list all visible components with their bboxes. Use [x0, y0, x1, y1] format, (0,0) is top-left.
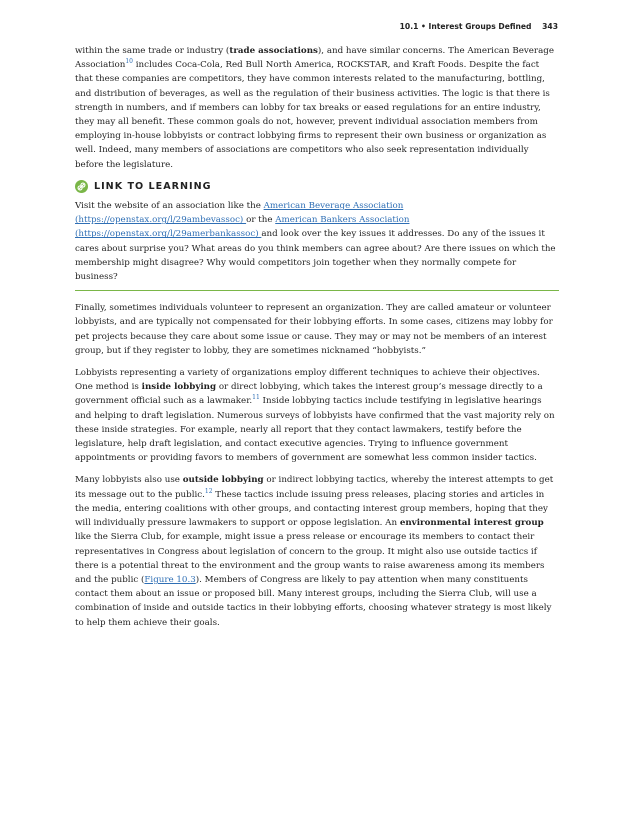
paragraph-inside-lobbying [75, 366, 559, 465]
term-outside-lobbying: outside lobbying [182, 475, 264, 486]
paragraph-volunteer-lobbyists: Finally, sometimes individuals volunteer to represent an organization. They are called amateur or volunteer lobbyists, and are typically not compensated for their lobbying efforts. In some cases, citizens may lobby for pet projects because they care about some issue or cause. They may or may not be members of an interest group, but if they register to lobby, they are sometimes nicknamed “hobbyists.” [75, 303, 553, 356]
link-to-learning-title: LINK TO LEARNING [94, 180, 212, 192]
running-header [400, 22, 558, 31]
link-to-learning-header [75, 180, 559, 194]
american-bankers-association-link[interactable]: American Bankers Association (https://openstax.org/l/29amerbankassoc) [75, 215, 410, 240]
link-icon [75, 180, 88, 193]
text-run: Inside lobbying tactics include testifying in legislative hearings and helping to draft legislation. Numerous surveys of lobbyists have confirmed that the vast majority rely on these inside strategies. For example, nearly all report that they contact lawmakers, testify before the legislature, help draft legislation, and contact executive agencies. Trying to influence government appointments or providing favors to members of government are somewhat less common insider tactics. [75, 396, 555, 464]
box-divider [75, 290, 559, 291]
term-trade-associations: trade associations [229, 46, 318, 56]
link-to-learning-text [75, 199, 559, 284]
text-run: and look over the key issues it addresses. Do any of the issues it cares about surprise you? What areas do you think members can agree about? Are there issues on which the membership might disagree? Why would competitors join together when they normally compete for business? [75, 229, 556, 283]
text-run: within the same trade or industry ( [75, 46, 230, 56]
footnote-ref-11[interactable]: 11 [252, 394, 260, 402]
text-run: Lobbyists representing a variety of organizations employ different techniques to achieve their objectives. One method is [75, 368, 540, 393]
link-to-learning-box [75, 180, 559, 291]
page-number: 343 [542, 22, 558, 31]
text-run: like the Sierra Club, for example, might issue a press release or encourage its members to contact their representatives in Congress about legislation of concern to the group. It might also use outside tactics if there is a potential threat to the environment and the group wants to raise awareness among its members and the public ( [75, 532, 545, 585]
text-run: Visit the website of an association like the [75, 201, 264, 212]
text-run: ). Members of Congress are likely to pay attention when many constituents contact them about an issue or proposed bill. Many interest groups, including the Sierra Club, will use a combination of inside and outside tactics in their lobbying efforts, choosing whatever strategy is most likely to help them achieve their goals. [75, 574, 552, 628]
text-run: includes Coca-Cola, Red Bull North America, ROCKSTAR, and Kraft Foods. Despite the fact that these companies are competitors, they have common interests related to the manufacturing, bottling, and distribution of beverages, as well as the regulation of their business activities. The logic is that there is strength in numbers, and if members can lobby for tax breaks or eased regulations for an entire industry, they may all benefit. These common goals do not, however, prevent individual association members from employing in-house lobbyists or contract lobbying firms to represent their own business or organization as well. Indeed, many members of associations are competitors who also seek representation individually before the legislature. [75, 60, 550, 170]
header-section-title: 10.1 • Interest Groups Defined [399, 22, 532, 31]
page-body [75, 44, 559, 638]
text-run: or the [246, 215, 276, 226]
text-run: Many lobbyists also use [75, 475, 183, 486]
text-run: These tactics include issuing press releases, placing stories and articles in the media, entering coalitions with other groups, and contacting interest group members, hoping that they will individually pressure lawmakers to support or oppose legislation. An [75, 489, 548, 529]
footnote-ref-10[interactable]: 10 [125, 58, 133, 66]
term-environmental-interest-group: environmental interest group [399, 518, 544, 529]
text-run: or direct lobbying, which takes the interest group’s message directly to a government official such as a lawmaker. [75, 382, 543, 407]
text-run: ), and have similar concerns. The American Beverage Association [75, 46, 554, 71]
term-inside-lobbying: inside lobbying [141, 382, 217, 393]
american-beverage-association-link[interactable]: American Beverage Association (https://openstax.org/l/29ambevassoc) [75, 201, 404, 226]
paragraph-outside-lobbying [75, 473, 559, 629]
paragraph-trade-associations [75, 44, 559, 172]
footnote-ref-12[interactable]: 12 [204, 487, 213, 495]
figure-10-3-link[interactable]: Figure 10.3 [144, 574, 196, 585]
text-run: or indirect lobbying tactics, whereby the interest attempts to get its message out to the public. [75, 475, 554, 500]
